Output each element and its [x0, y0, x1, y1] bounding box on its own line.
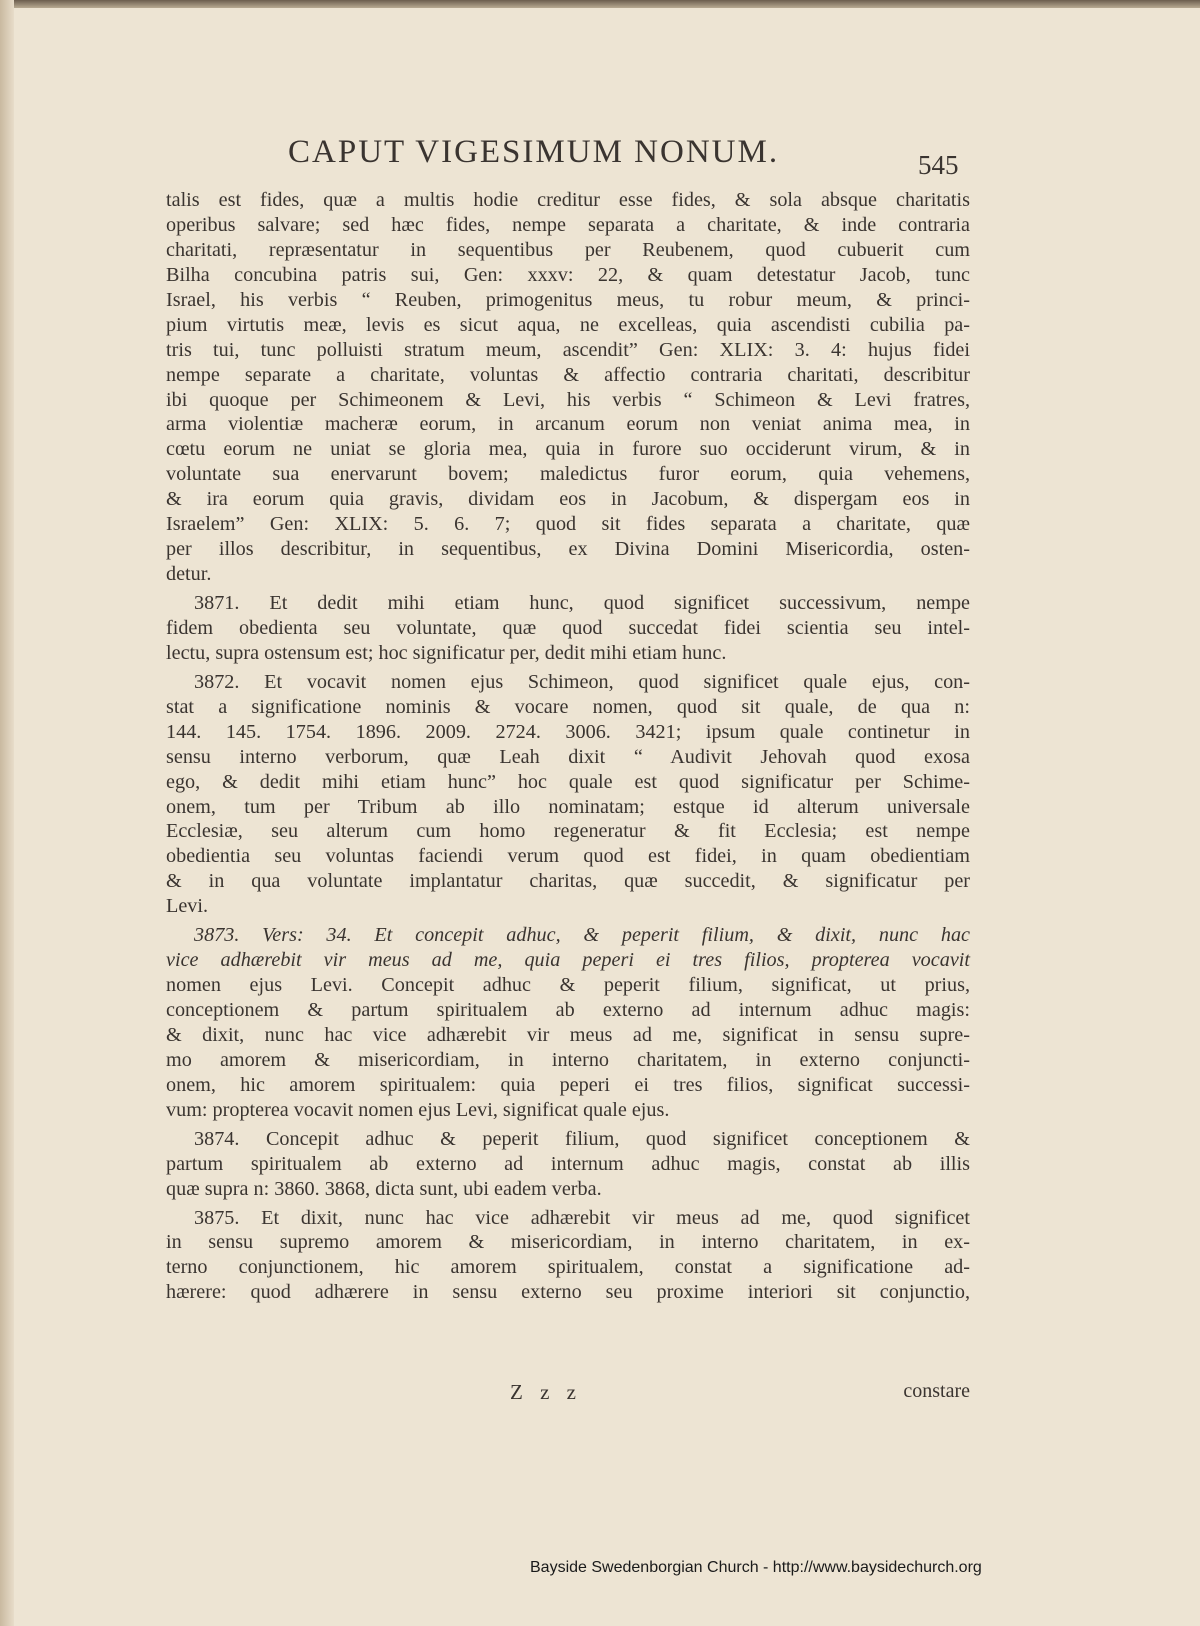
paragraph-3875-start: 3875. Et dixit, nunc hac vice adhærebit vir meus ad me, quod significet [194, 1206, 970, 1229]
text-line: tris tui, tunc polluisti stratum meum, ascendit” Gen: XLIX: 3. 4: hujus fidei [166, 338, 970, 361]
paragraph-3872-start: 3872. Et vocavit nomen ejus Schimeon, quod significet quale ejus, con- [194, 670, 970, 693]
text-line: Levi. [166, 895, 209, 918]
catchword: constare [903, 1380, 970, 1402]
text-line: & ira eorum quia gravis, dividam eos in Jacobum, & dispergam eos in [166, 488, 970, 511]
text-line: in sensu supremo amorem & misericordiam, in interno charitatem, in ex- [166, 1231, 970, 1254]
text-line: vice adhærebit vir meus ad me, quia peperi ei tres filios, propterea vocavit [166, 949, 970, 972]
text-line: 144. 145. 1754. 1896. 2009. 2724. 3006. 3421; ipsum quale continetur in [166, 720, 970, 743]
text-line: Israelem” Gen: XLIX: 5. 6. 7; quod sit fides separata a charitate, quæ [166, 513, 970, 536]
text-line: nomen ejus Levi. Concepit adhuc & peperit filium, significat, ut prius, [166, 974, 970, 997]
text-line: detur. [166, 563, 212, 586]
text-line: conceptionem & partum spiritualem ab externo ad internum adhuc magis: [166, 999, 970, 1021]
text-line: hærere: quod adhærere in sensu externo seu proxime interiori sit conjunctio, [166, 1281, 970, 1304]
page-number: 545 [918, 150, 959, 180]
text-line: lectu, supra ostensum est; hoc significatur per, dedit mihi etiam hunc. [166, 641, 727, 664]
text-line: cœtu eorum ne uniat se gloria mea, quia in furore suo occiderunt virum, & in [166, 438, 970, 461]
text-line: vum: propterea vocavit nomen ejus Levi, significat quale ejus. [166, 1098, 670, 1121]
text-line: nempe separate a charitate, voluntas & affectio contraria charitati, describitur [166, 363, 970, 386]
text-line: per illos describitur, in sequentibus, ex Divina Domini Misericordia, osten- [166, 538, 970, 561]
text-line: fidem obedienta seu voluntate, quæ quod succedat fidei scientia seu intel- [166, 616, 970, 639]
text-line: Israel, his verbis “ Reuben, primogenitus meus, tu robur meum, & princi- [166, 288, 970, 311]
text-line: voluntate sua enervarunt bovem; maledictus furor eorum, quia vehemens, [166, 463, 970, 486]
text-line: obedientia seu voluntas faciendi verum quod est fidei, in quam obedientiam [166, 845, 970, 868]
paragraph-3871-start: 3871. Et dedit mihi etiam hunc, quod significet successivum, nempe [194, 592, 970, 614]
paragraph-3873-start: 3873. Vers: 34. Et concepit adhuc, & peperit filium, & dixit, nunc hac [194, 924, 970, 947]
running-head: CAPUT VIGESIMUM NONUM. [288, 134, 780, 170]
text-line: ego, & dedit mihi etiam hunc” hoc quale est quod significatur per Schime- [166, 770, 970, 793]
text-line: ibi quoque per Schimeonem & Levi, his verbis “ Schimeon & Levi fratres, [166, 388, 970, 411]
text-line: sensu interno verborum, quæ Leah dixit “ Audivit Jehovah quod exosa [166, 745, 970, 768]
text-line: mo amorem & misericordiam, in interno charitatem, in externo conjuncti- [166, 1048, 970, 1071]
text-line: & dixit, nunc hac vice adhærebit vir meus ad me, significat in sensu supre- [166, 1023, 970, 1046]
text-line: onem, tum per Tribum ab illo nominatam; estque id alterum universale [166, 795, 970, 818]
page-foot [166, 1380, 970, 1408]
body-text [166, 188, 970, 1305]
text-line: operibus salvare; sed hæc fides, nempe separata a charitate, & inde contraria [166, 213, 970, 236]
text-line: Bilha concubina patris sui, Gen: xxxv: 22, & quam detestatur Jacob, tunc [166, 263, 970, 286]
book-top-edge [0, 0, 1200, 8]
text-line: partum spiritualem ab externo ad internum adhuc magis, constat ab illis [166, 1152, 970, 1175]
signature-mark: Z z z [510, 1380, 582, 1404]
book-gutter-edge [0, 0, 14, 1626]
text-line: Ecclesiæ, seu alterum cum homo regeneratur & fit Ecclesia; est nempe [166, 820, 970, 843]
text-line: quæ supra n: 3860. 3868, dicta sunt, ubi eadem verba. [166, 1177, 602, 1200]
page-header [288, 134, 988, 178]
text-line: stat a significatione nominis & vocare nomen, quod sit quale, de qua n: [166, 695, 970, 718]
paragraph-3874-start: 3874. Concepit adhuc & peperit filium, quod significet conceptionem & [194, 1127, 970, 1150]
text-line: pium virtutis meæ, levis es sicut aqua, ne excelleas, quia ascendisti cubilia pa- [166, 313, 970, 336]
text-line: talis est fides, quæ a multis hodie creditur esse fides, & sola absque charitatis [166, 189, 970, 211]
text-line: & in qua voluntate implantatur charitas, quæ succedit, & significatur per [166, 870, 970, 893]
text-line: onem, hic amorem spiritualem: quia peperi ei tres filios, significat successi- [166, 1073, 970, 1096]
text-line: charitati, repræsentatur in sequentibus per Reubenem, quod cubuerit cum [166, 238, 970, 261]
scan-credit: Bayside Swedenborgian Church - http://www.baysidechurch.org [530, 1559, 982, 1576]
text-line: arma violentiæ macheræ eorum, in arcanum eorum non veniat anima mea, in [166, 413, 970, 436]
text-line: terno conjunctionem, hic amorem spiritualem, constat a significatione ad- [166, 1256, 970, 1279]
